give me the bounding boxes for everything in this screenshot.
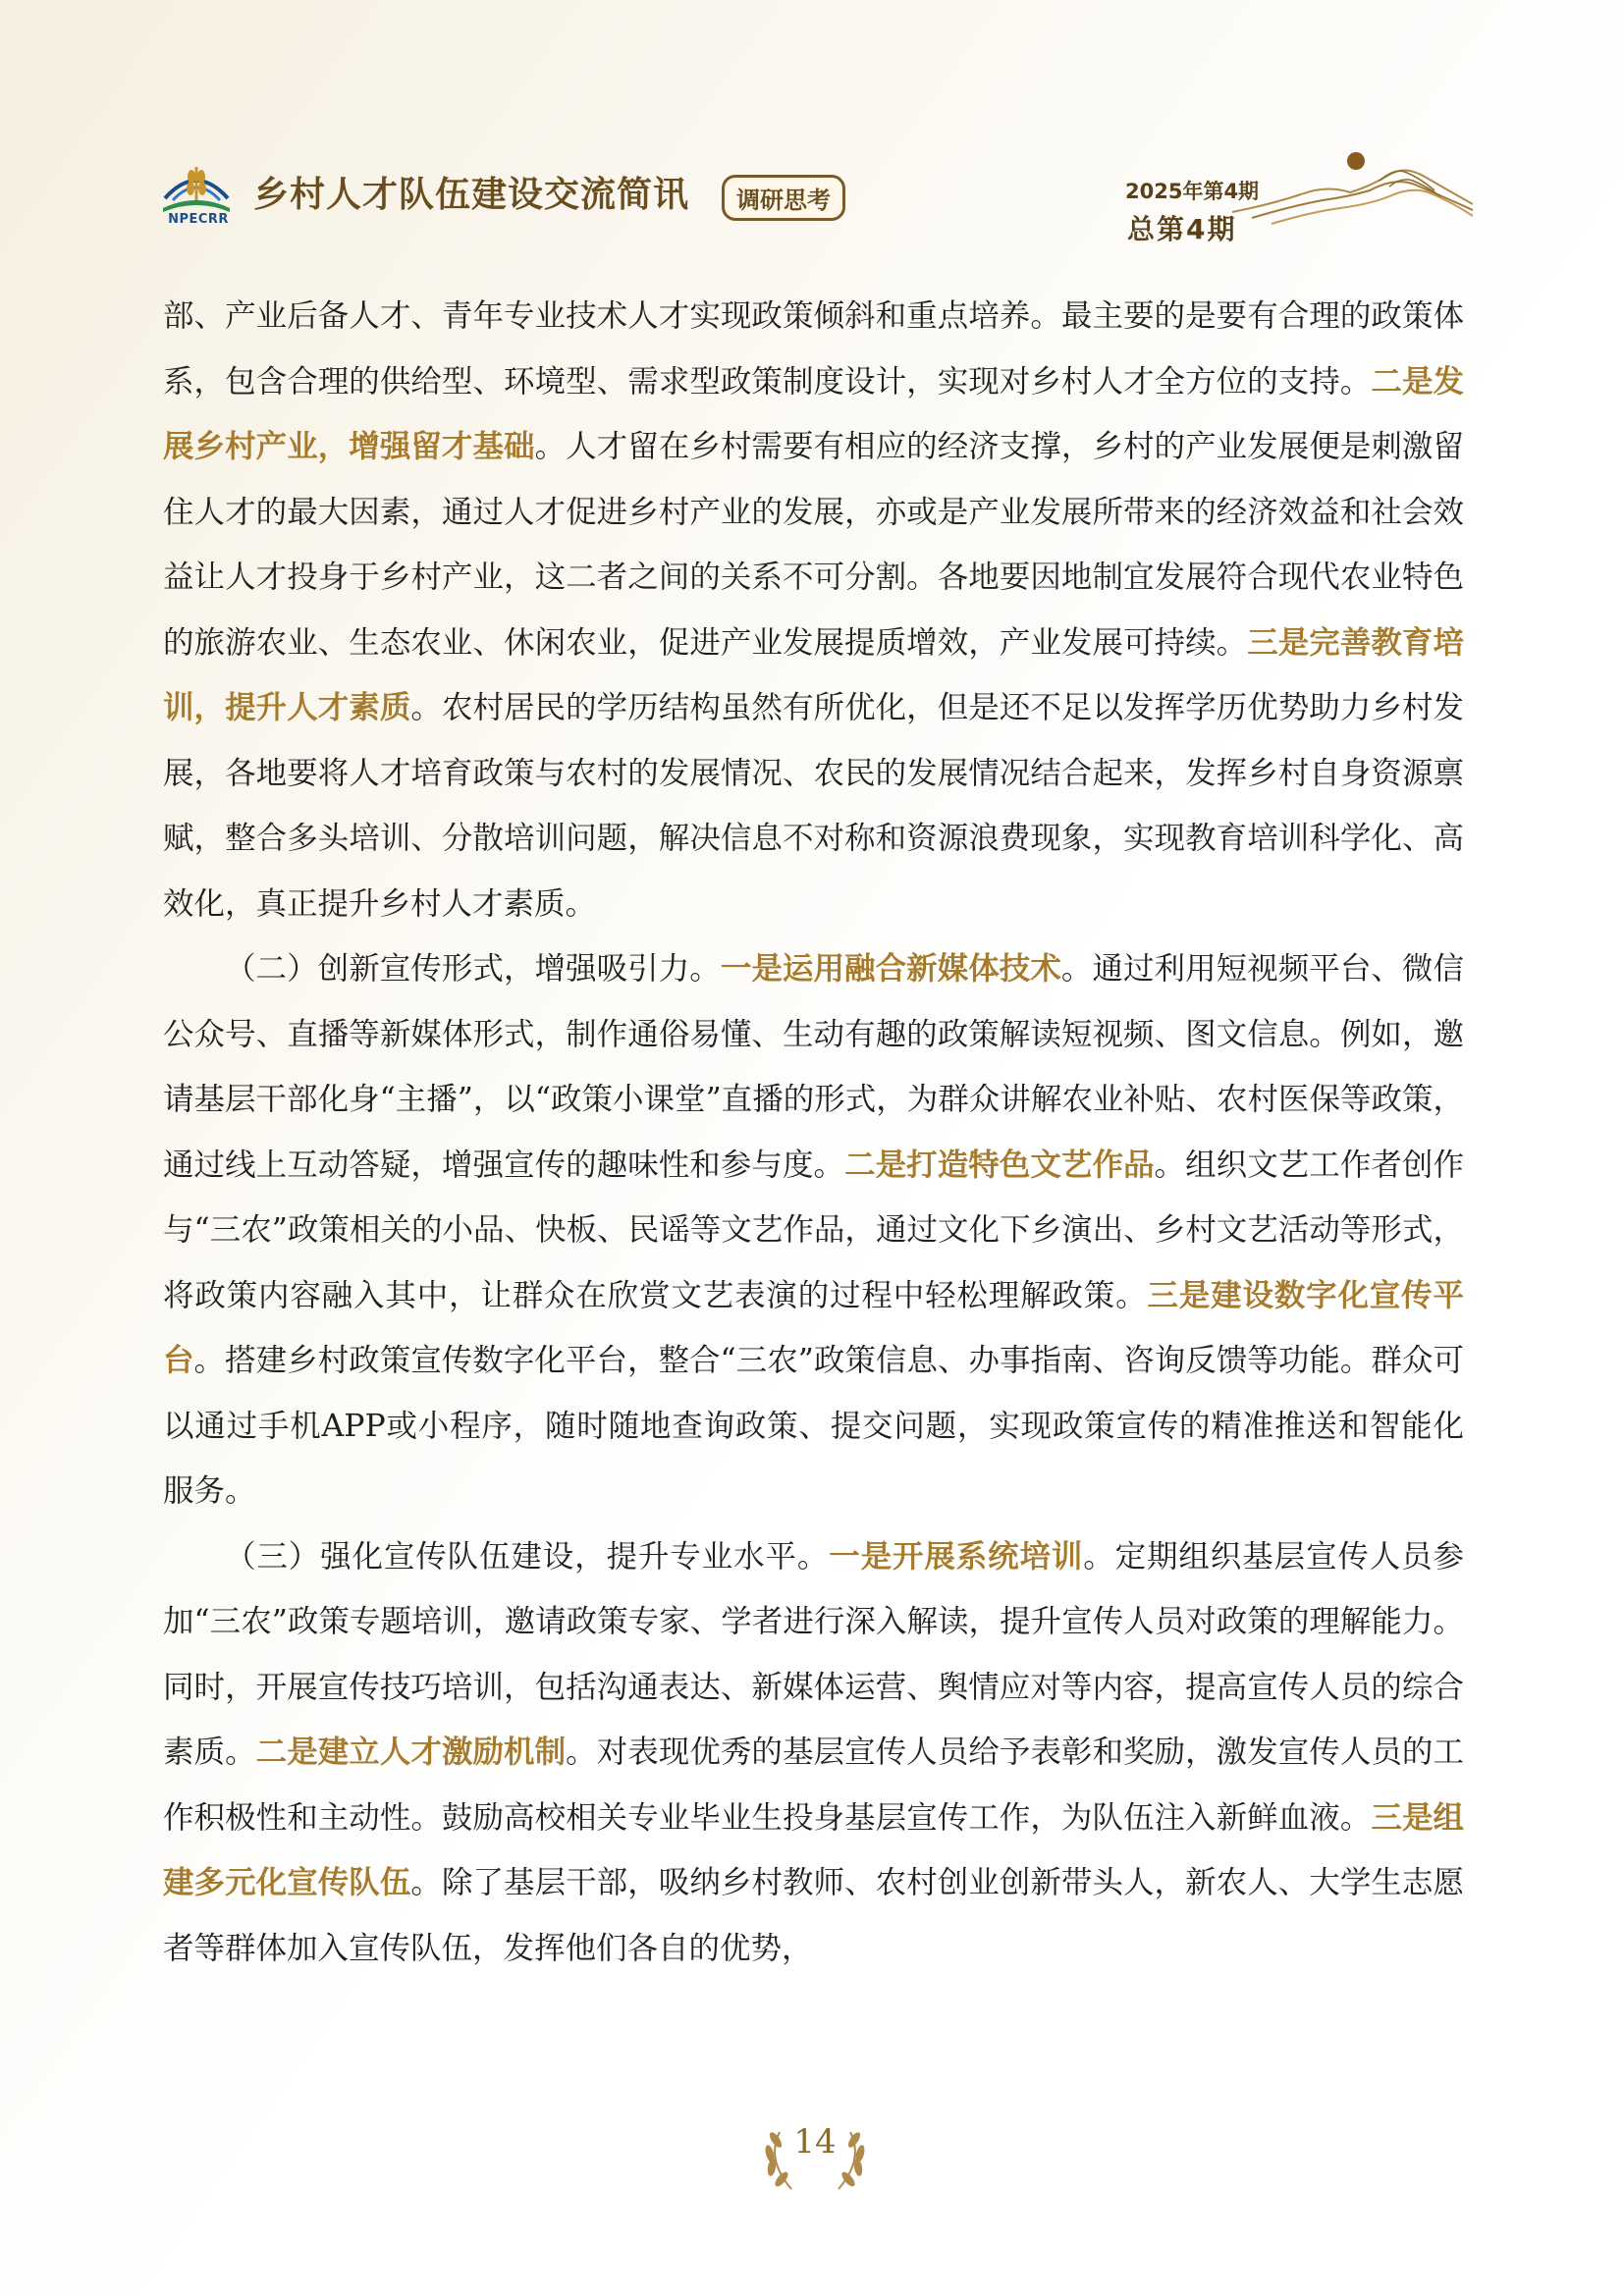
highlight-phrase: 二是建立人才激励机制 (255, 1734, 567, 1770)
body-paragraph (163, 1524, 1464, 1982)
body-text: （二）创新宣传形式，增强吸引力。 (225, 951, 721, 987)
body-paragraph (163, 936, 1464, 1524)
issue-year: 2025年第4期 (1125, 180, 1260, 203)
body-text: （三）强化宣传队伍建设，提升专业水平。 (225, 1538, 830, 1575)
body-text: 。搭建乡村政策宣传数字化平台，整合“三农”政策信息、办事指南、咨询反馈等功能。群众可以通过手机APP或小程序，随时随地查询政策、提交问题，实现政策宣传的精准推送和智能化服务。 (163, 1343, 1464, 1509)
page-header (0, 0, 1624, 255)
body-text: 。除了基层干部，吸纳乡村教师、农村创业创新带头人，新农人、大学生志愿者等群体加入宣传队伍，发挥他们各自的优势， (163, 1865, 1464, 1966)
page-footer (746, 2110, 884, 2204)
highlight-phrase: 三是建设数字化宣传平台 (163, 1276, 1464, 1378)
issue-total: 总第4期 (1127, 213, 1237, 245)
body-text: 。对表现优秀的基层宣传人员给予表彰和奖励，激发宣传人员的工作积极性和主动性。鼓励高校相关专业毕业生投身基层宣传工作，为队伍注入新鲜血液。 (163, 1735, 1464, 1836)
mountain-sun-icon (1232, 147, 1473, 226)
section-badge: 调研思考 (722, 175, 845, 221)
journal-title: 乡村人才队伍建设交流简讯 (253, 175, 690, 215)
highlight-phrase: 三是组建多元化宣传队伍 (163, 1798, 1464, 1900)
body-text: 。人才留在乡村需要有相应的经济支撑，乡村的产业发展便是刺激留住人才的最大因素，通过人才促进乡村产业的发展，亦或是产业发展所带来的经济效益和社会效益让人才投身于乡村产业，这二者之间的关系不可分割。各地要因地制宜发展符合现代农业特色的旅游农业、生态农业、休闲农业，促进产业发展提质增效，产业发展可持续。 (163, 429, 1464, 661)
highlight-phrase: 二是发展乡村产业，增强留才基础 (163, 362, 1464, 464)
highlight-phrase: 三是完善教育培训，提升人才素质 (163, 623, 1464, 725)
body-text: 部、产业后备人才、青年专业技术人才实现政策倾斜和重点培养。最主要的是要有合理的政策体系，包含合理的供给型、环境型、需求型政策制度设计，实现对乡村人才全方位的支持。 (163, 298, 1464, 400)
body-text: 。组织文艺工作者创作与“三农”政策相关的小品、快板、民谣等文艺作品，通过文化下乡演出、乡村文艺活动等形式，将政策内容融入其中，让群众在欣赏文艺表演的过程中轻松理解政策。 (163, 1147, 1464, 1313)
page-number: 14 (793, 2122, 837, 2162)
article-body (163, 284, 1464, 1981)
highlight-phrase: 一是开展系统培训 (829, 1537, 1084, 1575)
body-text: 。通过利用短视频平台、微信公众号、直播等新媒体形式，制作通俗易懂、生动有趣的政策解读短视频、图文信息。例如，邀请基层干部化身“主播”，以“政策小课堂”直播的形式，为群众讲解农业补贴、农村医保等政策，通过线上互动答疑，增强宣传的趣味性和参与度。 (163, 951, 1464, 1183)
body-paragraph (163, 284, 1464, 936)
body-text: 。农村居民的学历结构虽然有所优化，但是还不足以发挥学历优势助力乡村发展，各地要将人才培育政策与农村的发展情况、农民的发展情况结合起来，发挥乡村自身资源禀赋，整合多头培训、分散培训问题，解决信息不对称和资源浪费现象，实现教育培训科学化、高效化，真正提升乡村人才素质。 (163, 690, 1464, 922)
body-text: 。定期组织基层宣传人员参加“三农”政策专题培训，邀请政策专家、学者进行深入解读，提升宣传人员对政策的理解能力。同时，开展宣传技巧培训，包括沟通表达、新媒体运营、舆情应对等内容，提高宣传人员的综合素质。 (163, 1538, 1464, 1770)
highlight-phrase: 二是打造特色文艺作品 (844, 1146, 1155, 1183)
logo-text: NPECRR (168, 212, 229, 227)
highlight-phrase: 一是运用融合新媒体技术 (720, 950, 1061, 987)
